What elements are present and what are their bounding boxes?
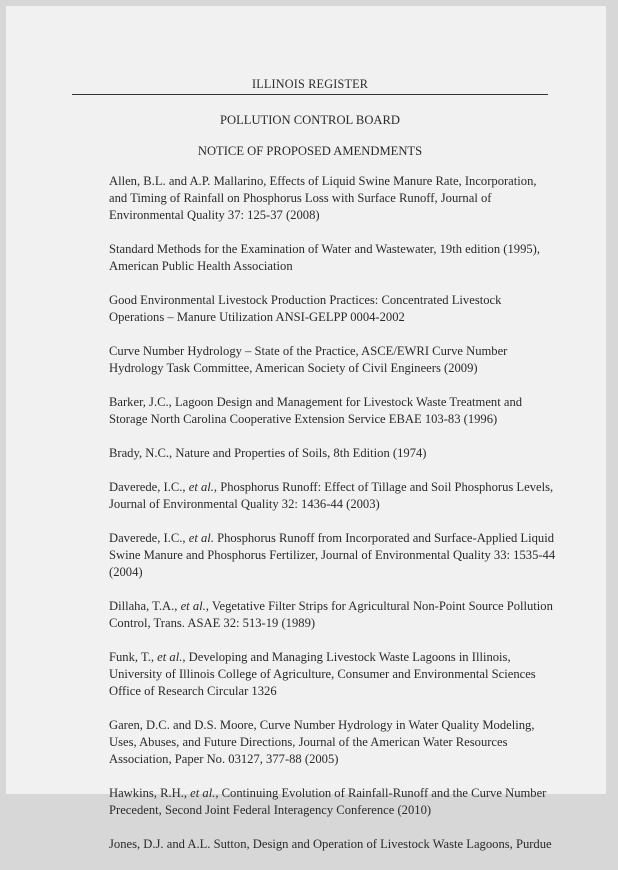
reference-text-rest: , Developing and Managing Livestock Waste Lagoons in Illinois, University of Illinois College of Agriculture, Consumer and Environmental Sciences Office of Research Circular 1326 — [109, 650, 536, 698]
reference-text: Curve Number Hydrology – State of the Practice, ASCE/EWRI Curve Number Hydrology Task Committee, American Society of Civil Engineers (2009) — [109, 344, 508, 375]
reference-text: Dillaha, T.A., — [109, 599, 181, 613]
register-title: ILLINOIS REGISTER — [251, 77, 369, 91]
reference-item — [109, 173, 557, 224]
header-rule — [72, 94, 548, 95]
reference-text: Daverede, I.C., — [109, 480, 189, 494]
reference-text-rest: , Continuing Evolution of Rainfall-Runoff and the Curve Number Precedent, Second Joint Federal Interagency Conference (2010) — [109, 786, 547, 817]
reference-text: Allen, B.L. and A.P. Mallarino, Effects of Liquid Swine Manure Rate, Incorporation, and Timing of Rainfall on Phosphorus Loss with Surface Runoff, Journal of Environmental Quality 37: 125-37 (2008) — [109, 174, 537, 222]
reference-item — [109, 445, 557, 462]
reference-item — [109, 394, 557, 428]
reference-etal: et al. — [188, 480, 214, 494]
reference-text: Funk, T., — [109, 650, 158, 664]
reference-text: Garen, D.C. and D.S. Moore, Curve Number Hydrology in Water Quality Modeling, Uses, Abuses, and Future Directions, Journal of the American Water Resources Association, Paper No. 03127, 377-88 (2005) — [109, 718, 535, 766]
reference-text: Jones, D.J. and A.L. Sutton, Design and Operation of Livestock Waste Lagoons, Purdue — [109, 837, 552, 851]
reference-item — [109, 598, 557, 632]
reference-text-rest: , Phosphorus Runoff: Effect of Tillage and Soil Phosphorus Levels, Journal of Environmental Quality 32: 1436-44 (2003) — [109, 480, 554, 511]
reference-text-rest: , Vegetative Filter Strips for Agricultural Non-Point Source Pollution Control, Trans. ASAE 32: 513-19 (1989) — [109, 599, 553, 630]
reference-text: Daverede, I.C., — [109, 531, 189, 545]
reference-item — [109, 649, 557, 700]
reference-text: Brady, N.C., Nature and Properties of Soils, 8th Edition (1974) — [109, 446, 427, 460]
document-page — [6, 6, 606, 851]
reference-etal: et al. — [180, 599, 206, 613]
reference-item — [109, 292, 557, 326]
reference-item — [109, 343, 557, 377]
reference-text: Hawkins, R.H., — [109, 786, 191, 800]
reference-list — [109, 173, 557, 870]
reference-item — [109, 241, 557, 275]
reference-etal: et al. — [188, 531, 214, 545]
reference-etal: et al. — [190, 786, 216, 800]
board-title: POLLUTION CONTROL BOARD — [219, 113, 401, 127]
reference-item — [109, 479, 557, 513]
notice-title: NOTICE OF PROPOSED AMENDMENTS — [197, 144, 423, 158]
reference-item — [109, 836, 557, 853]
reference-text-rest: Phosphorus Runoff from Incorporated and Surface-Applied Liquid Swine Manure and Phosphorus Fertilizer, Journal of Environmental Quality 33: 1535-44 (2004) — [109, 531, 556, 579]
reference-text: Standard Methods for the Examination of Water and Wastewater, 19th edition (1995), American Public Health Association — [109, 242, 541, 273]
reference-item — [109, 717, 557, 768]
reference-text: Good Environmental Livestock Production Practices: Concentrated Livestock Operations – Manure Utilization ANSI-GELPP 0004-2002 — [109, 293, 502, 324]
reference-etal: et al. — [157, 650, 183, 664]
reference-item — [109, 785, 557, 819]
reference-text: Barker, J.C., Lagoon Design and Management for Livestock Waste Treatment and Storage North Carolina Cooperative Extension Service EBAE 103-83 (1996) — [109, 395, 523, 426]
reference-item — [109, 530, 557, 581]
